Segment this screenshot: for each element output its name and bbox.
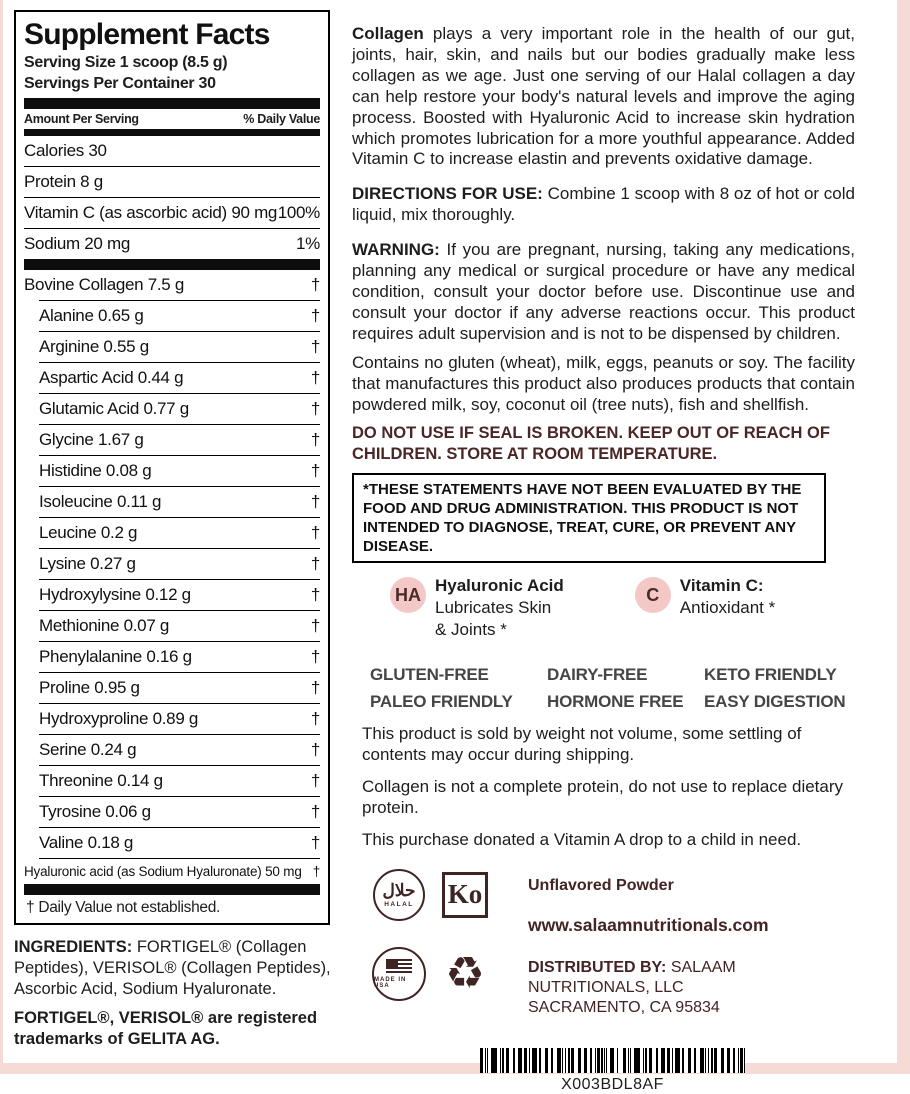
row-label: Leucine 0.2 g — [39, 523, 138, 542]
table-row — [24, 270, 320, 300]
collagen-paragraph — [352, 24, 855, 170]
benefit-claim: DAIRY-FREE — [547, 665, 648, 685]
flavor-label: Unflavored Powder — [528, 876, 674, 894]
table-row — [39, 393, 320, 424]
panel-title: Supplement Facts — [24, 18, 270, 51]
daily-value-header: % Daily Value — [243, 112, 320, 126]
vitamin-c-badge-text — [680, 575, 775, 619]
table-row — [39, 579, 320, 610]
divider-bar-thick — [24, 98, 320, 109]
row-label: Threonine 0.14 g — [39, 771, 163, 790]
row-daily-value: † — [310, 306, 320, 325]
distributor-info — [528, 867, 855, 1018]
kosher-logo-cell — [436, 867, 494, 923]
ingredients-text — [14, 937, 359, 1000]
distributed-by-name: SALAAM NUTRITIONALS, LLC — [528, 958, 736, 996]
row-daily-value: † — [310, 833, 320, 852]
table-row — [39, 610, 320, 641]
allergen-paragraph: Contains no gluten (wheat), milk, eggs, peanuts or soy. The facility that manufactures this product also produces products that contain powdered milk, soy, coconut oil (tree nuts), fish and shellfish. — [352, 352, 855, 414]
row-daily-value: † — [310, 616, 320, 635]
kosher-icon: Ko — [442, 872, 488, 918]
row-label: Hydroxyproline 0.89 g — [39, 709, 199, 728]
trademark-note: FORTIGEL®, VERISOL® are registered trademarks of GELITA AG. — [14, 1009, 318, 1048]
row-label: Glycine 1.67 g — [39, 430, 144, 449]
row-label: Glutamic Acid 0.77 g — [39, 399, 189, 418]
table-row — [39, 672, 320, 703]
row-daily-value: † — [310, 337, 320, 356]
right-column — [352, 24, 855, 1094]
amount-per-serving-header: Amount Per Serving — [24, 112, 139, 126]
row-label: Lysine 0.27 g — [39, 554, 136, 573]
halal-label: HALAL — [384, 900, 414, 908]
row-label: Arginine 0.55 g — [39, 337, 149, 356]
hyaluronic-acid-badge — [390, 575, 564, 659]
vitamin-c-badge-icon: C — [635, 577, 671, 613]
row-daily-value: † — [310, 461, 320, 480]
row-daily-value: † — [310, 709, 320, 728]
row-label: Valine 0.18 g — [39, 833, 134, 852]
row-label: Protein 8 g — [24, 172, 103, 191]
row-daily-value: 100% — [277, 203, 320, 222]
row-daily-value: † — [310, 275, 320, 294]
ha-badge-desc-line2: & Joints * — [435, 620, 507, 640]
row-daily-value: † — [310, 554, 320, 573]
made-in-usa-icon — [372, 947, 426, 1001]
table-row — [24, 197, 320, 228]
row-label: Isoleucine 0.11 g — [39, 492, 162, 511]
ha-badge-text — [435, 575, 564, 641]
seal-warning: DO NOT USE IF SEAL IS BROKEN. KEEP OUT OF REACH OF CHILDREN. STORE AT ROOM TEMPERATURE. — [352, 424, 830, 464]
usa-flag-icon — [386, 959, 412, 975]
row-label: Bovine Collagen 7.5 g — [24, 275, 185, 294]
left-column — [14, 10, 346, 1050]
table-row — [39, 331, 320, 362]
divider-bar-thick — [24, 884, 320, 895]
collagen-amino-rows — [24, 270, 320, 858]
row-label: Vitamin C (as ascorbic acid) 90 mg — [24, 203, 278, 222]
fda-disclaimer-box: *THESE STATEMENTS HAVE NOT BEEN EVALUATED BY THE FOOD AND DRUG ADMINISTRATION. THIS PRODUCT IS NOT INTENDED TO DIAGNOSE, TREAT, CURE, OR PREVENT ANY DISEASE. — [352, 473, 826, 563]
row-label: Hydroxylysine 0.12 g — [39, 585, 191, 604]
table-row — [39, 362, 320, 393]
row-label: Sodium 20 mg — [24, 234, 131, 253]
ha-badge-icon: HA — [390, 577, 426, 613]
supplement-facts-panel — [14, 10, 330, 925]
row-label: Alanine 0.65 g — [39, 306, 144, 325]
table-row — [24, 136, 320, 166]
benefit-claim: HORMONE FREE — [547, 692, 684, 712]
made-in-usa-label: MADE IN USA — [374, 977, 407, 990]
row-label: Aspartic Acid 0.44 g — [39, 368, 184, 387]
row-daily-value: † — [310, 368, 320, 387]
distributed-by-line — [528, 958, 855, 998]
product-note: This purchase donated a Vitamin A drop to a child in need. — [362, 830, 802, 850]
table-row — [24, 859, 320, 884]
table-row — [39, 486, 320, 517]
row-label: Tyrosine 0.06 g — [39, 802, 151, 821]
website-url: www.salaamnutritionals.com — [528, 914, 769, 935]
product-notes — [352, 724, 855, 851]
row-daily-value: † — [310, 647, 320, 666]
table-header — [24, 109, 320, 129]
warning-lead: WARNING: — [352, 240, 440, 260]
row-label: Phenylalanine 0.16 g — [39, 647, 192, 666]
daily-value-footnote: † Daily Value not established. — [26, 899, 221, 916]
row-label: Methionine 0.07 g — [39, 616, 170, 635]
collagen-body: plays a very important role in the health of our gut, joints, hair, skin, and nails but our bodies gradually make less collagen as we age. Just one serving of our Halal collagen a day can help restore your body's natural levels and improve the aging process. Boosted with Hyaluronic Acid to increase skin hydration which promotes lubrication for a more youthful appearance. Added Vitamin C to increase elastin and prevents oxidative damage. — [352, 24, 855, 169]
row-label: Hyaluronic acid (as Sodium Hyaluronate) 50 mg — [24, 864, 302, 879]
barcode-block — [480, 1048, 745, 1094]
recycle-logo-cell — [436, 946, 494, 1002]
barcode-text: X003BDL8AF — [561, 1075, 664, 1093]
ingredient-badges — [390, 575, 855, 659]
nutrient-rows — [24, 136, 320, 259]
table-row — [24, 166, 320, 197]
table-row — [39, 796, 320, 827]
ingredients-list: FORTIGEL® (Collagen Peptides), VERISOL® (Collagen Peptides), Ascorbic Acid, Sodium Hyaluronate. — [14, 938, 331, 998]
row-daily-value: † — [310, 523, 320, 542]
row-label: Serine 0.24 g — [39, 740, 137, 759]
directions-body: Combine 1 scoop with 8 oz of hot or cold liquid, mix thoroughly. — [352, 184, 855, 225]
row-label: Proline 0.95 g — [39, 678, 140, 697]
row-daily-value: † — [312, 864, 320, 879]
warning-paragraph — [352, 240, 855, 345]
row-daily-value: † — [310, 771, 320, 790]
table-row — [39, 765, 320, 796]
barcode — [480, 1048, 745, 1073]
ha-badge-desc-line1: Lubricates Skin — [435, 598, 552, 618]
row-daily-value: 1% — [296, 234, 320, 253]
vitamin-c-badge-title: Vitamin C: — [679, 576, 764, 596]
usa-flag-canton — [386, 959, 398, 967]
row-daily-value: † — [310, 585, 320, 604]
row-daily-value: † — [310, 492, 320, 511]
table-row — [39, 827, 320, 858]
logo-grid — [370, 867, 494, 1018]
row-daily-value: † — [310, 399, 320, 418]
halal-arabic-text: حلال — [382, 880, 416, 900]
certification-logos-block — [370, 867, 855, 1018]
benefit-claim: PALEO FRIENDLY — [370, 692, 513, 712]
benefit-claim: KETO FRIENDLY — [704, 665, 837, 685]
vitamin-c-badge — [635, 575, 775, 659]
halal-logo-cell — [370, 867, 428, 923]
row-daily-value: † — [310, 740, 320, 759]
servings-per-container: Servings Per Container 30 — [24, 75, 216, 92]
page-edge-right — [897, 0, 910, 1074]
table-row — [39, 455, 320, 486]
table-row — [39, 517, 320, 548]
distributor-city: SACRAMENTO, CA 95834 — [528, 998, 720, 1016]
benefit-claims-grid — [370, 665, 855, 712]
directions-paragraph — [352, 184, 855, 226]
row-label: Calories 30 — [24, 141, 107, 160]
ingredients-label: INGREDIENTS: — [14, 938, 133, 956]
made-in-usa-logo-cell — [370, 946, 428, 1002]
row-daily-value: † — [310, 802, 320, 821]
warning-body: If you are pregnant, nursing, taking any medications, planning any medical or surgical procedure or have any medical condition, consult your doctor before use. Discontinue use and consult your doctor if any adverse reactions occur. This product requires adult supervision and is not to be dispensed by children. — [352, 240, 855, 343]
row-label: Histidine 0.08 g — [39, 461, 152, 480]
table-row — [39, 641, 320, 672]
page-edge-left — [0, 0, 3, 1074]
table-row — [39, 734, 320, 765]
table-row — [39, 548, 320, 579]
row-daily-value: † — [310, 678, 320, 697]
divider-bar-thick — [24, 259, 320, 270]
product-note: Collagen is not a complete protein, do not use to replace dietary protein. — [362, 777, 844, 818]
row-daily-value: † — [310, 430, 320, 449]
table-row — [39, 424, 320, 455]
ha-badge-title: Hyaluronic Acid — [435, 576, 564, 596]
table-row — [39, 703, 320, 734]
benefit-claim: GLUTEN-FREE — [370, 665, 489, 685]
collagen-lead: Collagen — [352, 24, 424, 43]
table-row — [24, 228, 320, 259]
vitamin-c-badge-desc-line1: Antioxidant * — [679, 598, 776, 618]
benefit-claim: EASY DIGESTION — [704, 692, 846, 712]
serving-size: Serving Size 1 scoop (8.5 g) — [24, 54, 228, 71]
directions-lead: DIRECTIONS FOR USE: — [352, 184, 543, 204]
distributed-by-lead: DISTRIBUTED BY: — [528, 958, 667, 976]
divider-bar-medium — [24, 129, 320, 136]
table-row — [39, 300, 320, 331]
recycle-icon: ♻︎ — [445, 949, 485, 999]
product-note: This product is sold by weight not volume, some settling of contents may occur during shipping. — [362, 724, 802, 765]
halal-icon — [373, 869, 425, 921]
